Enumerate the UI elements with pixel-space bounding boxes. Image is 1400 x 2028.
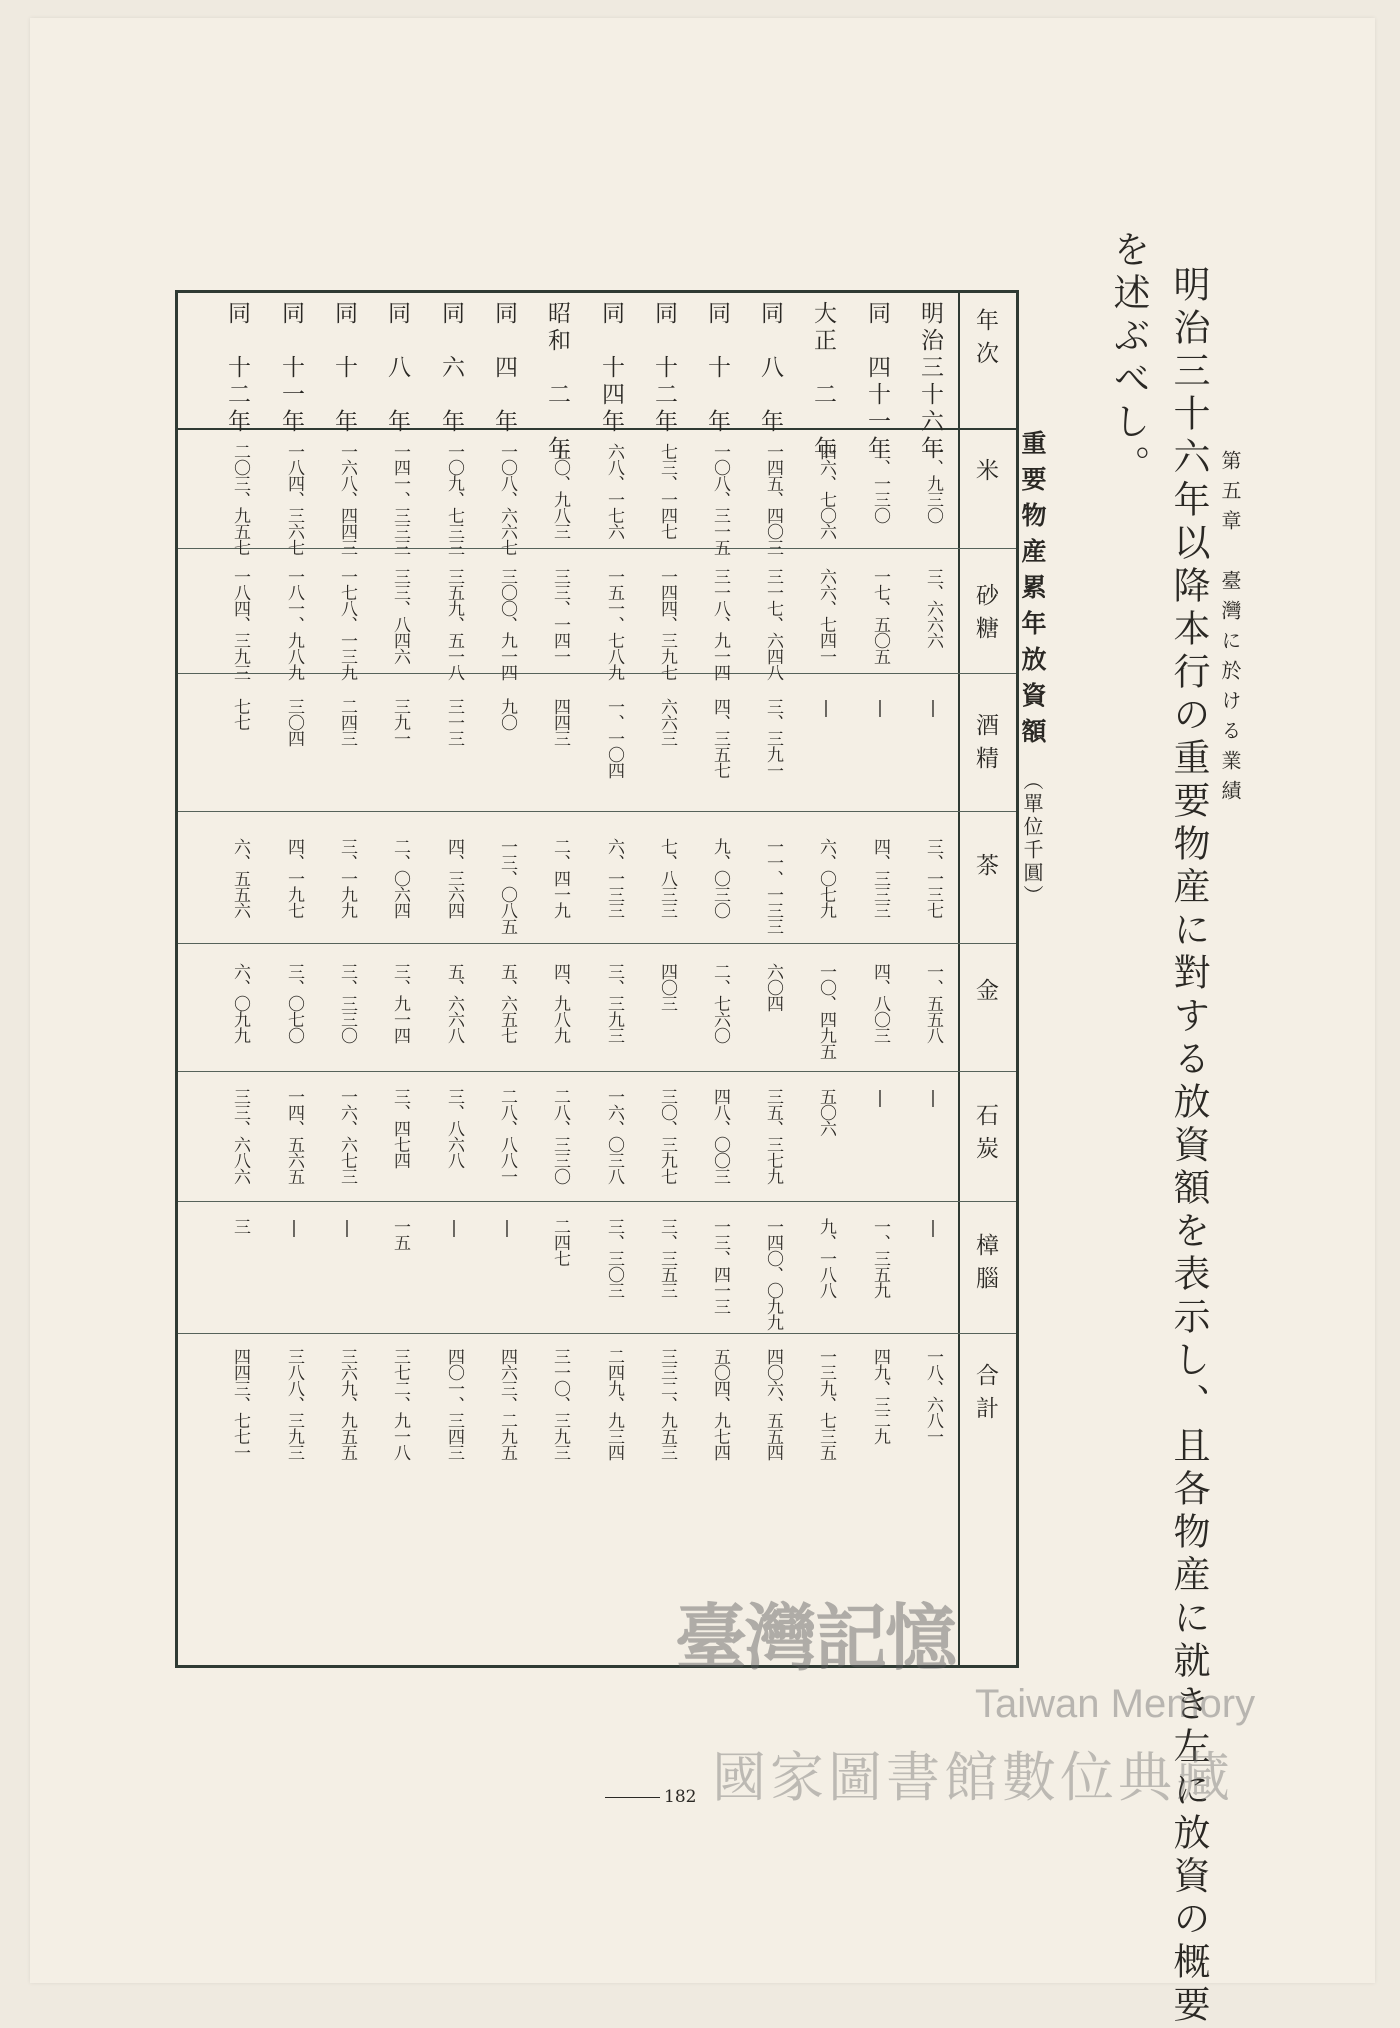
table-cell: 四、九八九	[550, 963, 570, 1043]
table-cell: 六〇四	[763, 963, 783, 1011]
table-cell: 三一三	[444, 698, 464, 746]
row-year: 同 十二年	[224, 301, 250, 436]
header-tea: 茶	[972, 853, 998, 886]
table-unit: （單位千圓）	[1020, 770, 1044, 908]
table-cell: 六、〇九九	[230, 963, 250, 1043]
row-separator	[178, 811, 1016, 812]
table-cell: 三、三九一	[763, 698, 783, 778]
table-cell: |	[923, 1088, 943, 1107]
table-cell: 三六九、九五五	[337, 1348, 357, 1460]
table-cell: |	[870, 1088, 890, 1107]
header-alcohol: 酒精	[972, 713, 998, 779]
table-cell: 九、〇三〇	[710, 838, 730, 918]
table-cell: 六、五五六	[230, 838, 250, 918]
table-cell: 四〇六、五五四	[763, 1348, 783, 1460]
table-cell: 三、六六六	[923, 568, 943, 648]
table-cell: |	[870, 698, 890, 717]
table-cell: 三、一三〇	[870, 443, 890, 523]
table-cell: 六、〇七九	[816, 838, 836, 918]
header-camphor: 樟腦	[972, 1233, 998, 1299]
body-text-line-2: を述ぶべし。	[1107, 230, 1150, 488]
table-cell: 三、九一四	[390, 963, 410, 1043]
table-cell: 一五一、七八九	[604, 568, 624, 680]
table-cell: 一四四、三九七	[657, 568, 677, 680]
table-cell: 二四七	[550, 1218, 570, 1266]
table-cell: 二八、八八一	[497, 1088, 517, 1184]
table-cell: 三九一	[390, 698, 410, 746]
table-cell: 一七、五〇五	[870, 568, 890, 664]
watermark-library: 國家圖書館數位典藏	[712, 1746, 1234, 1809]
table-cell: 一、九三〇	[923, 443, 943, 523]
table-cell: 一、一〇四	[604, 698, 624, 778]
table-cell: 四八、〇〇三	[710, 1088, 730, 1184]
table-cell: 一八一、九八九	[284, 568, 304, 680]
table-cell: |	[816, 698, 836, 717]
table-cell: |	[284, 1218, 304, 1237]
table-cell: 三、一三七	[923, 838, 943, 918]
table-cell: 二四三	[337, 698, 357, 746]
watermark-logo: 臺灣記憶	[675, 1595, 956, 1680]
table-cell: |	[497, 1218, 517, 1237]
table-cell: 三〇四	[284, 698, 304, 746]
table-cell: 三一七、六四八	[763, 568, 783, 680]
table-cell: 五〇、九八三	[550, 443, 570, 539]
table-cell: 一一、一三三	[763, 838, 783, 934]
header-year: 年次	[972, 308, 998, 374]
table-cell: 三、三三〇	[337, 963, 357, 1043]
table-cell: 三一〇、三九三	[550, 1348, 570, 1460]
row-year: 同 十二年	[651, 301, 677, 436]
table-cell: 四四三、七七一	[230, 1348, 250, 1460]
header-coal: 石炭	[972, 1103, 998, 1169]
table-cell: 一三、四一三	[710, 1218, 730, 1314]
table-cell: 二、四一九	[550, 838, 570, 918]
table-cell: 七三、一四七	[657, 443, 677, 539]
table-cell: 一六、〇三八	[604, 1088, 624, 1184]
table-cell: 六六、七四一	[816, 568, 836, 664]
row-year: 明治三十六年	[917, 301, 943, 463]
table-cell: 三八八、三九三	[284, 1348, 304, 1460]
table-cell: 四〇三	[657, 963, 677, 1011]
table-cell: 四、一九七	[284, 838, 304, 918]
table-cell: 四、三三三	[870, 838, 890, 918]
row-year: 大正 二 年	[810, 301, 836, 463]
body-text-line-1: 明治三十六年以降本行の重要物産に對する放資額を表示し、且各物産に就き左に放資の概要	[1167, 265, 1210, 2028]
table-cell: 四〇一、三四三	[444, 1348, 464, 1460]
table-cell: 一四五、四〇三	[763, 443, 783, 555]
table-cell: 三、〇七〇	[284, 963, 304, 1043]
table-cell: 三、三五三	[657, 1218, 677, 1298]
row-year: 同 八 年	[757, 301, 783, 436]
table-cell: 一八四、三九三	[230, 568, 250, 680]
table-cell: 二、〇六四	[390, 838, 410, 918]
table-cell: 三、三〇三	[604, 1218, 624, 1298]
table-cell: 三〇、三九七	[657, 1088, 677, 1184]
table-cell: 九〇	[497, 698, 517, 730]
table-cell: 三三二、九五三	[657, 1348, 677, 1460]
table-cell: 六六三	[657, 698, 677, 746]
table-cell: 四六三、二九五	[497, 1348, 517, 1460]
table-cell: 三五九、五一八	[444, 568, 464, 680]
table-cell: 一三、〇八五	[497, 838, 517, 934]
table-cell: 四六、七〇六	[816, 443, 836, 539]
table-cell: 五〇四、九七四	[710, 1348, 730, 1460]
table-cell: 一〇、四九五	[816, 963, 836, 1059]
column-header-band	[958, 293, 1016, 1665]
table-cell: 三五、三七九	[763, 1088, 783, 1184]
table-cell: 四九、三二九	[870, 1348, 890, 1444]
table-cell: 三	[230, 1218, 250, 1234]
table-cell: 一八、六八一	[923, 1348, 943, 1444]
table-cell: 一四一、三三三	[390, 443, 410, 555]
table-cell: 三三、一四一	[550, 568, 570, 664]
table-cell: 一六、六七三	[337, 1088, 357, 1184]
table-cell: 一八四、三六七	[284, 443, 304, 555]
table-cell: 三〇〇、九一四	[497, 568, 517, 680]
table-cell: 六八、一七六	[604, 443, 624, 539]
table-cell: 一四、五六五	[284, 1088, 304, 1184]
header-total: 合計	[972, 1363, 998, 1429]
table-title: 重要物産累年放資額	[1018, 430, 1047, 754]
table-cell: 三、三九三	[604, 963, 624, 1043]
table-cell: 一、五五八	[923, 963, 943, 1043]
table-cell: 四、八〇三	[870, 963, 890, 1043]
table-cell: 四、三五七	[710, 698, 730, 778]
table-cell: 三、一九九	[337, 838, 357, 918]
table-cell: 五、六六八	[444, 963, 464, 1043]
table-cell: 一四〇、〇九九	[763, 1218, 783, 1330]
header-sugar: 砂糖	[972, 583, 998, 649]
row-year: 同 六 年	[438, 301, 464, 436]
table-cell: |	[337, 1218, 357, 1237]
row-year: 同 四十一年	[864, 301, 890, 463]
row-year: 同 十 年	[704, 301, 730, 436]
header-rice: 米	[972, 458, 998, 491]
table-cell: 五、六五七	[497, 963, 517, 1043]
table-cell: 六、一三三	[604, 838, 624, 918]
row-year: 同 十四年	[598, 301, 624, 436]
row-year: 昭和 二 年	[544, 301, 570, 463]
table-cell: 二〇三、九五七	[230, 443, 250, 555]
table-cell: 三三、六八六	[230, 1088, 250, 1184]
table-cell: 四四三	[550, 698, 570, 746]
row-year: 同 八 年	[384, 301, 410, 436]
table-cell: |	[923, 698, 943, 717]
table-cell: 一〇八、六六七	[497, 443, 517, 555]
table-cell: 一、三五九	[870, 1218, 890, 1298]
page-number: 182	[605, 1787, 696, 1807]
table-cell: 三、八六八	[444, 1088, 464, 1168]
chapter-header: 第五章 臺灣に於ける業績	[1218, 450, 1242, 810]
table-cell: 一六八、四四三	[337, 443, 357, 555]
table-cell: 七七	[230, 698, 250, 730]
table-cell: 一七八、一三九	[337, 568, 357, 680]
table-cell: 一五	[390, 1218, 410, 1250]
table-cell: 四、三六四	[444, 838, 464, 918]
row-year: 同 十 年	[331, 301, 357, 436]
table-cell: 五〇六	[816, 1088, 836, 1136]
table-cell: 三、四七四	[390, 1088, 410, 1168]
table-cell: 三三、八四六	[390, 568, 410, 664]
row-separator	[178, 1201, 1016, 1202]
row-separator	[178, 1333, 1016, 1334]
table-cell: 二八、三三〇	[550, 1088, 570, 1184]
row-year: 同 四 年	[491, 301, 517, 436]
watermark-english: Taiwan Memory	[975, 1682, 1256, 1726]
table-cell: 九、一八八	[816, 1218, 836, 1298]
table-cell: 二四九、九三四	[604, 1348, 624, 1460]
row-separator	[178, 943, 1016, 944]
row-separator	[178, 1071, 1016, 1072]
table-cell: 一〇九、七三三	[444, 443, 464, 555]
table-cell: 一三九、七三五	[816, 1348, 836, 1460]
table-cell: 七、八三三	[657, 838, 677, 918]
table-cell: 三一八、九一四	[710, 568, 730, 680]
table-cell: |	[923, 1218, 943, 1237]
row-year: 同 十一年	[278, 301, 304, 436]
table-cell: 一〇八、三一五	[710, 443, 730, 555]
header-gold: 金	[972, 978, 998, 1011]
table-cell: |	[444, 1218, 464, 1237]
table-cell: 二、七六〇	[710, 963, 730, 1043]
table-cell: 三七二、九一八	[390, 1348, 410, 1460]
investment-table	[175, 290, 1019, 1668]
